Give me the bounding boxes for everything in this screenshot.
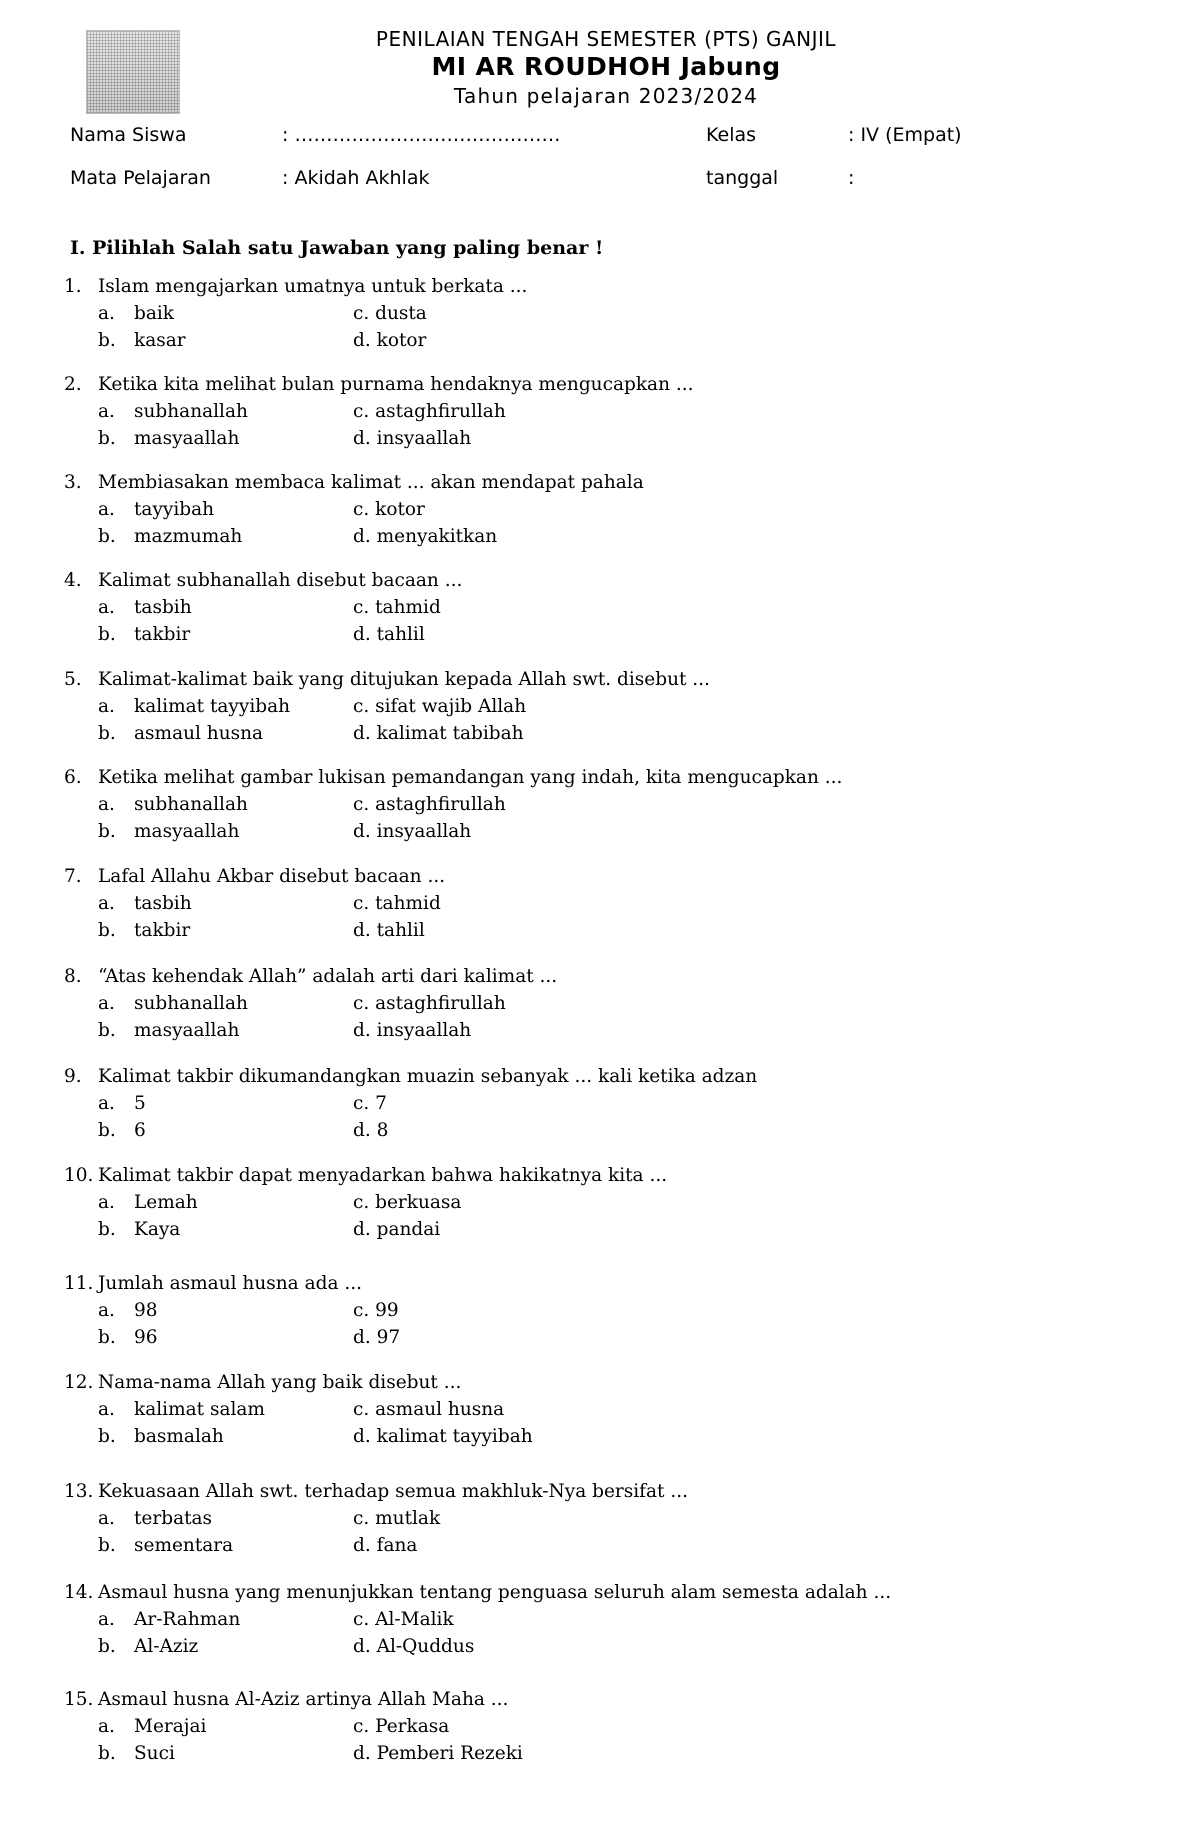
question-text: Asmaul husna yang menunjukkan tentang penguasa seluruh alam semesta adalah ... [98,1582,892,1603]
option-b-letter: b. [98,1743,116,1764]
option-c[interactable]: c. 99 [353,1300,399,1321]
option-b-letter: b. [98,821,116,842]
option-a-letter: a. [98,794,115,815]
option-b[interactable]: basmalah [134,1426,224,1447]
option-d[interactable]: d. 8 [353,1120,389,1141]
question-number: 15. [64,1689,94,1710]
option-b-letter: b. [98,1426,116,1447]
question-text: Jumlah asmaul husna ada ... [98,1273,362,1294]
option-b[interactable]: Al-Aziz [134,1636,199,1657]
option-a-letter: a. [98,1609,115,1630]
option-a[interactable]: tasbih [134,893,192,914]
option-b-letter: b. [98,920,116,941]
option-b[interactable]: 6 [134,1120,146,1141]
option-a-letter: a. [98,1192,115,1213]
option-d[interactable]: d. insyaallah [353,1020,472,1041]
option-c[interactable]: c. Perkasa [353,1716,450,1737]
option-a[interactable]: subhanallah [134,794,248,815]
option-d[interactable]: d. Pemberi Rezeki [353,1743,523,1764]
option-b-letter: b. [98,723,116,744]
option-a[interactable]: Merajai [134,1716,207,1737]
option-a-letter: a. [98,1399,115,1420]
option-b[interactable]: asmaul husna [134,723,264,744]
option-b-letter: b. [98,428,116,449]
nama-siswa-field[interactable]: : …………………………………… [282,124,561,146]
option-b[interactable]: masyaallah [134,821,240,842]
option-b[interactable]: 96 [134,1327,158,1348]
option-a[interactable]: 98 [134,1300,158,1321]
option-a-letter: a. [98,1508,115,1529]
question-text: Membiasakan membaca kalimat ... akan mendapat pahala [98,472,644,493]
question-text: Nama-nama Allah yang baik disebut ... [98,1372,462,1393]
question-text: Ketika melihat gambar lukisan pemandangan yang indah, kita mengucapkan ... [98,767,843,788]
question-number: 8. [64,966,82,987]
option-a[interactable]: kalimat salam [134,1399,265,1420]
option-b[interactable]: kasar [134,330,186,351]
option-d[interactable]: d. Al-Quddus [353,1636,475,1657]
section-title: I. Pilihlah Salah satu Jawaban yang paling benar ! [70,237,604,259]
option-a-letter: a. [98,1300,115,1321]
option-c[interactable]: c. tahmid [353,893,441,914]
option-d[interactable]: d. tahlil [353,624,425,645]
option-d[interactable]: d. insyaallah [353,428,472,449]
option-a[interactable]: terbatas [134,1508,213,1529]
option-b[interactable]: masyaallah [134,428,240,449]
option-b-letter: b. [98,1020,116,1041]
option-d[interactable]: d. kalimat tayyibah [353,1426,533,1447]
option-b-letter: b. [98,526,116,547]
option-d[interactable]: d. fana [353,1535,418,1556]
option-b-letter: b. [98,1219,116,1240]
kelas-label: Kelas [706,124,757,146]
option-a-letter: a. [98,1716,115,1737]
option-b[interactable]: mazmumah [134,526,243,547]
option-c[interactable]: c. mutlak [353,1508,441,1529]
option-d[interactable]: d. kalimat tabibah [353,723,524,744]
option-c[interactable]: c. sifat wajib Allah [353,696,527,717]
question-number: 14. [64,1582,94,1603]
mata-pelajaran-label: Mata Pelajaran [70,167,211,189]
option-b[interactable]: takbir [134,920,191,941]
nama-siswa-label: Nama Siswa [70,124,187,146]
option-b-letter: b. [98,330,116,351]
option-b[interactable]: masyaallah [134,1020,240,1041]
option-c[interactable]: c. berkuasa [353,1192,462,1213]
school-name: MI AR ROUDHOH Jabung [431,52,781,81]
question-number: 5. [64,669,82,690]
question-text: Kekuasaan Allah swt. terhadap semua makhluk-Nya bersifat ... [98,1481,688,1502]
option-b[interactable]: sementara [134,1535,234,1556]
option-d[interactable]: d. 97 [353,1327,401,1348]
option-d[interactable]: d. kotor [353,330,427,351]
option-d[interactable]: d. insyaallah [353,821,472,842]
option-c[interactable]: c. astaghfirullah [353,401,506,422]
option-d[interactable]: d. menyakitkan [353,526,498,547]
option-c[interactable]: c. dusta [353,303,427,324]
option-b-letter: b. [98,1327,116,1348]
question-number: 1. [64,276,82,297]
option-c[interactable]: c. Al-Malik [353,1609,454,1630]
option-a-letter: a. [98,303,115,324]
option-a[interactable]: Lemah [134,1192,198,1213]
option-a[interactable]: 5 [134,1093,146,1114]
option-b[interactable]: Suci [134,1743,175,1764]
option-a-letter: a. [98,401,115,422]
question-text: Kalimat subhanallah disebut bacaan ... [98,570,463,591]
option-a[interactable]: Ar-Rahman [134,1609,241,1630]
question-text: Kalimat-kalimat baik yang ditujukan kepada Allah swt. disebut ... [98,669,710,690]
option-b-letter: b. [98,1636,116,1657]
question-number: 12. [64,1372,94,1393]
option-a-letter: a. [98,893,115,914]
option-a[interactable]: tayyibah [134,499,215,520]
option-a-letter: a. [98,696,115,717]
option-c[interactable]: c. kotor [353,499,425,520]
question-text: Kalimat takbir dapat menyadarkan bahwa hakikatnya kita ... [98,1165,668,1186]
question-text: Kalimat takbir dikumandangkan muazin sebanyak ... kali ketika adzan [98,1066,758,1087]
tanggal-field[interactable]: : [848,167,855,189]
option-b-letter: b. [98,1120,116,1141]
mata-pelajaran-value: : Akidah Akhlak [282,167,430,189]
option-a[interactable]: baik [134,303,174,324]
option-c[interactable]: c. astaghfirullah [353,993,506,1014]
option-a[interactable]: subhanallah [134,401,248,422]
tanggal-label: tanggal [706,167,779,189]
option-b[interactable]: takbir [134,624,191,645]
option-b-letter: b. [98,624,116,645]
option-c[interactable]: c. asmaul husna [353,1399,505,1420]
option-a-letter: a. [98,1093,115,1114]
option-b[interactable]: Kaya [134,1219,181,1240]
question-text: Lafal Allahu Akbar disebut bacaan ... [98,866,446,887]
option-a[interactable]: tasbih [134,597,192,618]
option-c[interactable]: c. 7 [353,1093,387,1114]
question-number: 6. [64,767,82,788]
option-a-letter: a. [98,499,115,520]
option-a-letter: a. [98,597,115,618]
question-number: 10. [64,1165,94,1186]
question-number: 3. [64,472,82,493]
question-number: 4. [64,570,82,591]
exam-title: PENILAIAN TENGAH SEMESTER (PTS) GANJIL [375,27,837,51]
question-text: Islam mengajarkan umatnya untuk berkata ... [98,276,528,297]
question-text: “Atas kehendak Allah” adalah arti dari kalimat ... [98,966,558,987]
question-text: Asmaul husna Al-Aziz artinya Allah Maha ... [98,1689,509,1710]
question-number: 11. [64,1273,94,1294]
option-a[interactable]: subhanallah [134,993,248,1014]
option-c[interactable]: c. astaghfirullah [353,794,506,815]
option-c[interactable]: c. tahmid [353,597,441,618]
option-a[interactable]: kalimat tayyibah [134,696,291,717]
question-text: Ketika kita melihat bulan purnama hendaknya mengucapkan ... [98,374,694,395]
kelas-value: : IV (Empat) [848,124,962,146]
option-a-letter: a. [98,993,115,1014]
academic-year: Tahun pelajaran 2023/2024 [453,84,759,108]
option-d[interactable]: d. pandai [353,1219,441,1240]
option-b-letter: b. [98,1535,116,1556]
question-number: 13. [64,1481,94,1502]
question-number: 2. [64,374,82,395]
question-number: 7. [64,866,82,887]
option-d[interactable]: d. tahlil [353,920,425,941]
question-number: 9. [64,1066,82,1087]
